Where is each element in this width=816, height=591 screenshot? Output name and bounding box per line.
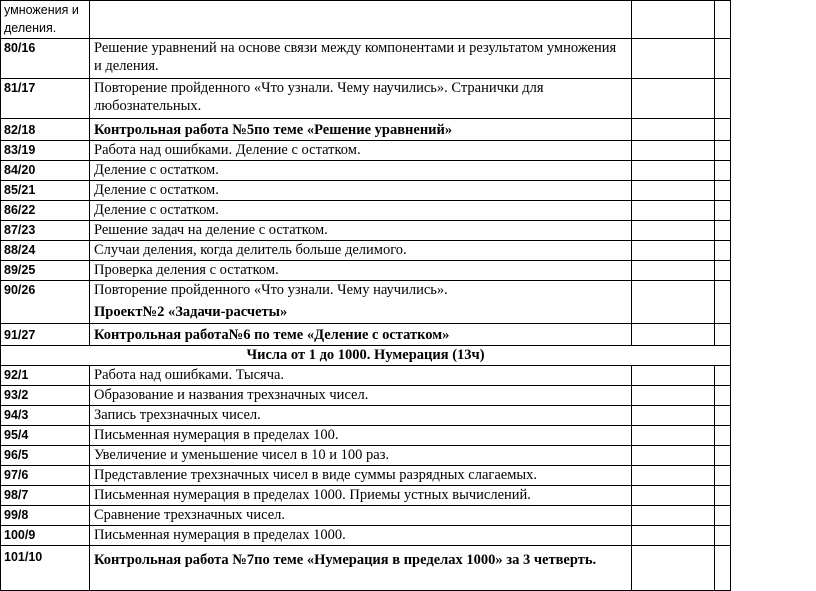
lesson-number: умножения и деления.	[1, 1, 90, 39]
table-row	[1, 324, 731, 346]
lesson-number: 85/21	[1, 181, 90, 201]
note-cell	[715, 241, 731, 261]
date-cell	[632, 406, 715, 426]
lesson-topic: Решение задач на деление с остатком.	[90, 221, 632, 241]
lesson-topic: Образование и названия трехзначных чисел.	[90, 386, 632, 406]
date-cell	[632, 181, 715, 201]
lesson-number: 91/27	[1, 324, 90, 346]
date-cell	[632, 446, 715, 466]
date-cell	[632, 324, 715, 346]
lesson-number: 82/18	[1, 119, 90, 141]
lesson-number: 93/2	[1, 386, 90, 406]
table-row	[1, 366, 731, 386]
lesson-topic-cell	[90, 281, 632, 324]
lesson-number: 87/23	[1, 221, 90, 241]
date-cell	[632, 386, 715, 406]
lesson-topic: Контрольная работа№6 по теме «Деление с остатком»	[90, 324, 632, 346]
section-title: Числа от 1 до 1000. Нумерация (13ч)	[1, 346, 731, 366]
date-cell	[632, 366, 715, 386]
note-cell	[715, 261, 731, 281]
lesson-topic: Представление трехзначных чисел в виде суммы разрядных слагаемых.	[90, 466, 632, 486]
date-cell	[632, 119, 715, 141]
section-header-row	[1, 346, 731, 366]
note-cell	[715, 366, 731, 386]
lesson-number: 99/8	[1, 506, 90, 526]
note-cell	[715, 426, 731, 446]
lesson-topic: Проверка деления с остатком.	[90, 261, 632, 281]
lesson-topic: Повторение пройденного «Что узнали. Чему научились».	[94, 282, 448, 298]
note-cell	[715, 486, 731, 506]
note-cell	[715, 466, 731, 486]
note-cell	[715, 201, 731, 221]
table-row	[1, 201, 731, 221]
date-cell	[632, 1, 715, 39]
note-cell	[715, 1, 731, 39]
date-cell	[632, 546, 715, 591]
table-row	[1, 466, 731, 486]
note-cell	[715, 161, 731, 181]
date-cell	[632, 201, 715, 221]
table-row	[1, 221, 731, 241]
table-row	[1, 79, 731, 119]
note-cell	[715, 386, 731, 406]
note-cell	[715, 141, 731, 161]
table-row	[1, 161, 731, 181]
date-cell	[632, 526, 715, 546]
date-cell	[632, 39, 715, 79]
note-cell	[715, 506, 731, 526]
note-cell	[715, 39, 731, 79]
lesson-number: 101/10	[1, 546, 90, 591]
lesson-number: 92/1	[1, 366, 90, 386]
lesson-topic: Контрольная работа №7по теме «Нумерация в пределах 1000» за 3 четверть.	[94, 552, 597, 568]
lesson-number: 95/4	[1, 426, 90, 446]
lesson-topic: Деление с остатком.	[90, 201, 632, 221]
note-cell	[715, 406, 731, 426]
date-cell	[632, 161, 715, 181]
date-cell	[632, 466, 715, 486]
lesson-number: 89/25	[1, 261, 90, 281]
table-row	[1, 281, 731, 324]
date-cell	[632, 506, 715, 526]
note-cell	[715, 79, 731, 119]
lesson-topic: Решение уравнений на основе связи между компонентами и результатом умножения и деления.	[90, 39, 632, 79]
lesson-number: 97/6	[1, 466, 90, 486]
lesson-topic: Работа над ошибками. Деление с остатком.	[90, 141, 632, 161]
project-title: Проект№2 «Задачи-расчеты»	[94, 304, 288, 320]
note-cell	[715, 119, 731, 141]
lesson-number: 96/5	[1, 446, 90, 466]
lesson-topic-cell	[90, 546, 632, 591]
table-row	[1, 526, 731, 546]
lesson-topic: Деление с остатком.	[90, 161, 632, 181]
table-row	[1, 406, 731, 426]
note-cell	[715, 181, 731, 201]
lesson-number: 80/16	[1, 39, 90, 79]
date-cell	[632, 281, 715, 324]
lesson-topic: Письменная нумерация в пределах 100.	[90, 426, 632, 446]
table-row	[1, 386, 731, 406]
date-cell	[632, 221, 715, 241]
date-cell	[632, 426, 715, 446]
table-row	[1, 1, 731, 39]
lesson-number: 81/17	[1, 79, 90, 119]
lesson-number: 88/24	[1, 241, 90, 261]
date-cell	[632, 486, 715, 506]
note-cell	[715, 546, 731, 591]
date-cell	[632, 261, 715, 281]
date-cell	[632, 141, 715, 161]
note-cell	[715, 446, 731, 466]
table-row	[1, 261, 731, 281]
table-row	[1, 181, 731, 201]
note-cell	[715, 221, 731, 241]
lesson-number: 86/22	[1, 201, 90, 221]
lesson-topic: Увеличение и уменьшение чисел в 10 и 100 раз.	[90, 446, 632, 466]
table-row	[1, 39, 731, 79]
lesson-topic: Сравнение трехзначных чисел.	[90, 506, 632, 526]
note-cell	[715, 526, 731, 546]
lesson-topic: Повторение пройденного «Что узнали. Чему научились». Странички для любознательных.	[90, 79, 632, 119]
lesson-topic: Письменная нумерация в пределах 1000.	[90, 526, 632, 546]
table-row	[1, 546, 731, 591]
lesson-number: 84/20	[1, 161, 90, 181]
table-row	[1, 426, 731, 446]
lesson-number: 98/7	[1, 486, 90, 506]
lesson-topic	[90, 1, 632, 39]
note-cell	[715, 324, 731, 346]
lesson-number: 100/9	[1, 526, 90, 546]
lesson-topic: Случаи деления, когда делитель больше делимого.	[90, 241, 632, 261]
lesson-topic: Контрольная работа №5по теме «Решение уравнений»	[90, 119, 632, 141]
table-row	[1, 241, 731, 261]
table-row	[1, 506, 731, 526]
table-row	[1, 141, 731, 161]
lesson-number: 90/26	[1, 281, 90, 324]
table-row	[1, 446, 731, 466]
lesson-number: 94/3	[1, 406, 90, 426]
lesson-topic: Запись трехзначных чисел.	[90, 406, 632, 426]
date-cell	[632, 79, 715, 119]
date-cell	[632, 241, 715, 261]
note-cell	[715, 281, 731, 324]
table-row	[1, 119, 731, 141]
lesson-topic: Деление с остатком.	[90, 181, 632, 201]
lesson-topic: Письменная нумерация в пределах 1000. Приемы устных вычислений.	[90, 486, 632, 506]
lesson-topic: Работа над ошибками. Тысяча.	[90, 366, 632, 386]
lesson-number: 83/19	[1, 141, 90, 161]
table-row	[1, 486, 731, 506]
